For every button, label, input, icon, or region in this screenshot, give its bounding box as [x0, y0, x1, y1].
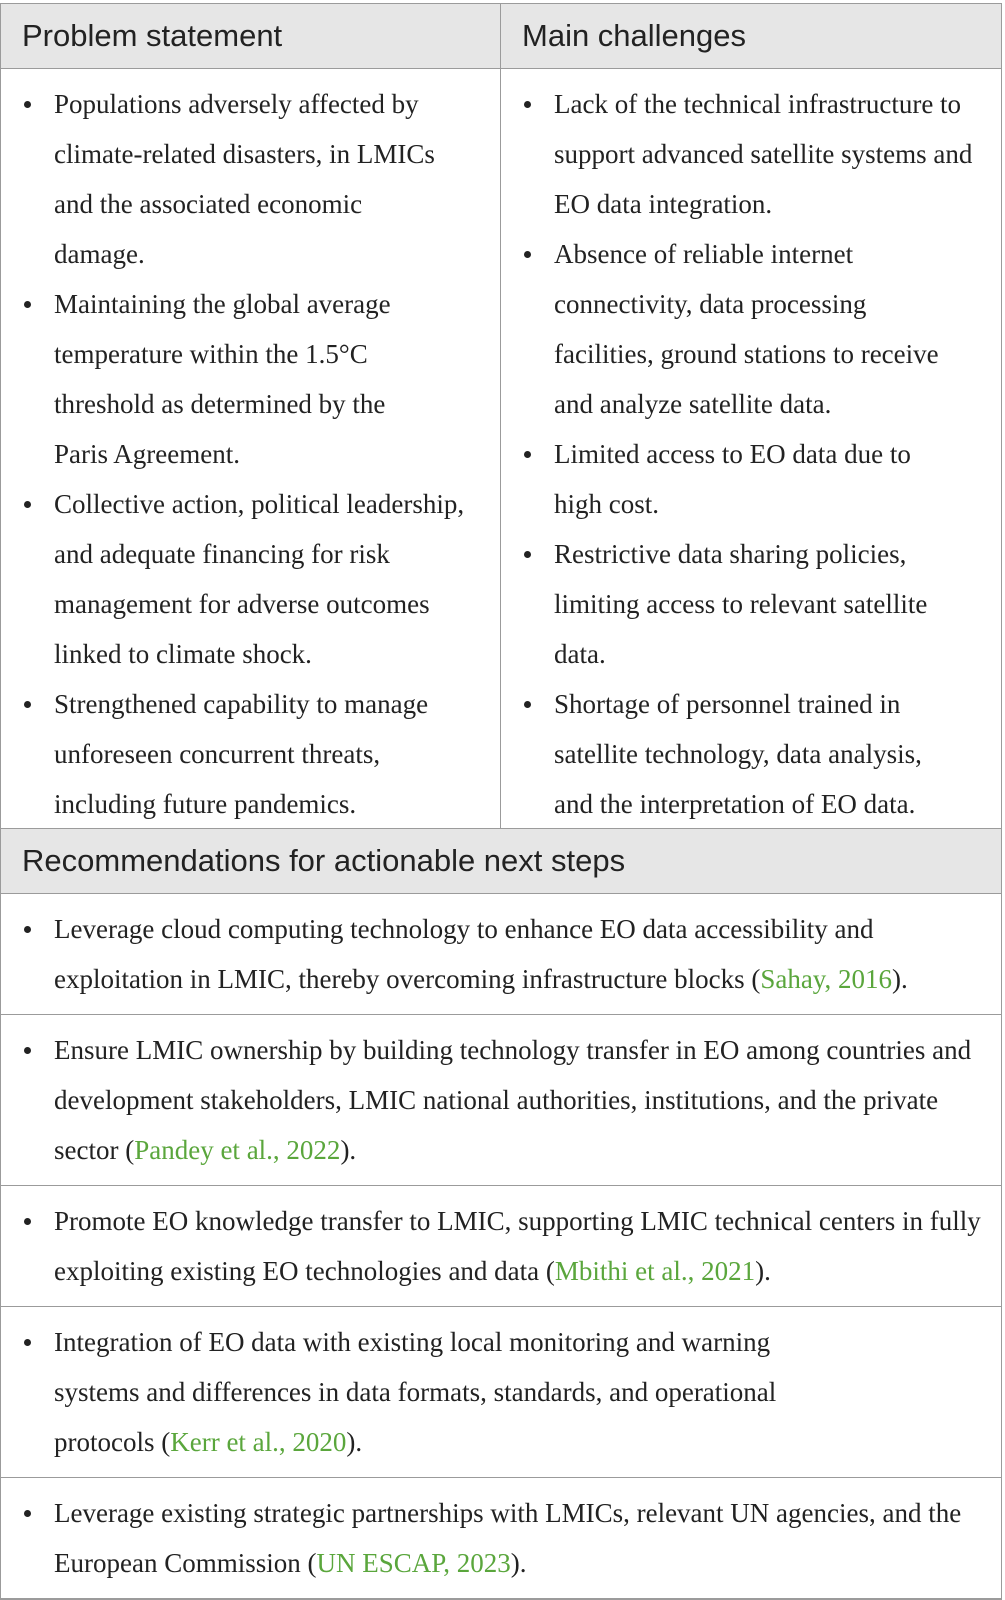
- problem-statement-header: Problem statement: [1, 4, 501, 68]
- recommendation-row: [1, 1307, 1001, 1478]
- list-item: Shortage of personnel trained in satellite technology, data analysis, and the interpretation of EO data.: [501, 679, 1001, 829]
- list-item: Strengthened capability to manage unforeseen concurrent threats, including future pandemics.: [1, 679, 500, 829]
- summary-table: [0, 3, 1002, 1600]
- challenges-list: [501, 79, 1001, 829]
- problem-list: [1, 79, 500, 829]
- recommendation-row: [1, 894, 1001, 1015]
- list-item: Leverage existing strategic partnerships with LMICs, relevant UN agencies, and the European Commission (UN ESCAP, 2023).: [1, 1488, 981, 1588]
- recommendation-row: [1, 1186, 1001, 1307]
- list-item: Absence of reliable internet connectivity, data processing facilities, ground stations to receive and analyze satellite data.: [501, 229, 1001, 429]
- table-header-row: [1, 4, 1001, 69]
- list-item: Integration of EO data with existing local monitoring and warning systems and differences in data formats, standards, and operational protocols (Kerr et al., 2020).: [1, 1317, 981, 1467]
- list-item: Populations adversely affected by climate-related disasters, in LMICs and the associated economic damage.: [1, 79, 500, 279]
- citation-link[interactable]: Pandey et al., 2022: [134, 1135, 341, 1165]
- list-item: Promote EO knowledge transfer to LMIC, supporting LMIC technical centers in fully exploiting existing EO technologies and data (Mbithi et al., 2021).: [1, 1196, 981, 1296]
- list-item: Maintaining the global average temperature within the 1.5°C threshold as determined by the Paris Agreement.: [1, 279, 500, 479]
- citation-link[interactable]: UN ESCAP, 2023: [316, 1548, 511, 1578]
- citation-link[interactable]: Sahay, 2016: [760, 964, 893, 994]
- list-item: Collective action, political leadership, and adequate financing for risk management for adverse outcomes linked to climate shock.: [1, 479, 500, 679]
- problem-challenges-row: [1, 69, 1001, 829]
- list-item: Limited access to EO data due to high cost.: [501, 429, 1001, 529]
- list-item: Lack of the technical infrastructure to support advanced satellite systems and EO data integration.: [501, 79, 1001, 229]
- citation-link[interactable]: Kerr et al., 2020: [170, 1427, 347, 1457]
- list-item: Leverage cloud computing technology to enhance EO data accessibility and exploitation in LMIC, thereby overcoming infrastructure blocks (Sahay, 2016).: [1, 904, 981, 1004]
- problem-statement-cell: [1, 69, 501, 828]
- main-challenges-cell: [501, 69, 1001, 828]
- list-item: Restrictive data sharing policies, limiting access to relevant satellite data.: [501, 529, 1001, 679]
- recommendation-row: [1, 1478, 1001, 1598]
- main-challenges-header: Main challenges: [522, 18, 747, 53]
- list-item: Ensure LMIC ownership by building technology transfer in EO among countries and development stakeholders, LMIC national authorities, institutions, and the private sector (Pandey et al., 2022).: [1, 1025, 981, 1175]
- recommendation-row: [1, 1015, 1001, 1186]
- citation-link[interactable]: Mbithi et al., 2021: [554, 1256, 756, 1286]
- recommendations-header-row: [1, 829, 1001, 894]
- recommendations-header: Recommendations for actionable next steps: [22, 843, 626, 878]
